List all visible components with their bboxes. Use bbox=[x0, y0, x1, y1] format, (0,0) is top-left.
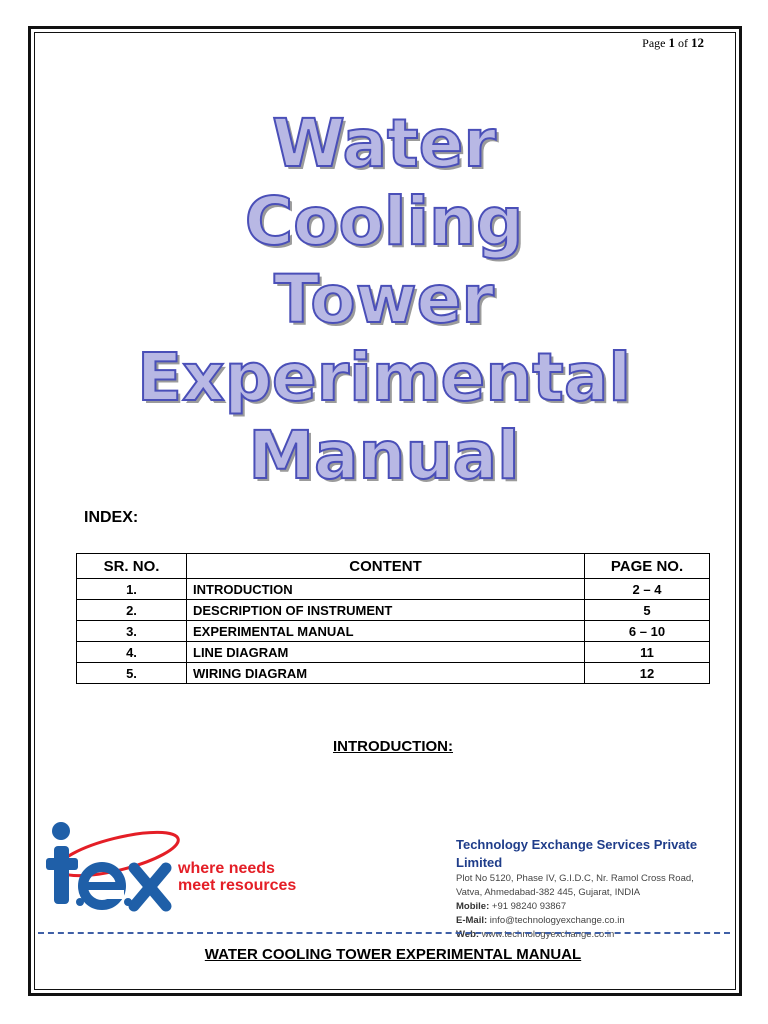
sr-cell: 1. bbox=[77, 579, 187, 600]
tagline-line: meet resources bbox=[178, 877, 297, 894]
address-line: Plot No 5120, Phase IV, G.I.D.C, Nr. Ramol Cross Road, bbox=[456, 873, 694, 884]
column-header-page: PAGE NO. bbox=[585, 554, 710, 579]
logo-e-bar bbox=[84, 882, 120, 890]
index-label: INDEX: bbox=[84, 509, 139, 526]
web-line: Web: www.technologyexchange.co.in bbox=[456, 929, 615, 940]
sr-cell: 5. bbox=[77, 663, 187, 684]
company-details bbox=[456, 836, 730, 942]
content-cell: EXPERIMENTAL MANUAL bbox=[187, 621, 585, 642]
sr-cell: 3. bbox=[77, 621, 187, 642]
tagline bbox=[178, 860, 296, 894]
content-cell: DESCRIPTION OF INSTRUMENT bbox=[187, 600, 585, 621]
tagline-line: where needs bbox=[178, 860, 275, 877]
page-cell: 2 – 4 bbox=[585, 579, 710, 600]
document-title bbox=[0, 105, 768, 495]
sr-cell: 4. bbox=[77, 642, 187, 663]
logo-dot bbox=[52, 822, 70, 840]
company-name: Technology Exchange Services Private Limited bbox=[456, 837, 698, 870]
table-header-row bbox=[77, 554, 710, 579]
mobile-line: Mobile: +91 98240 93867 bbox=[456, 901, 567, 912]
title-line: Cooling bbox=[244, 183, 524, 260]
footer-title: WATER COOLING TOWER EXPERIMENTAL MANUAL bbox=[204, 946, 582, 963]
column-header-sr: SR. NO. bbox=[77, 554, 187, 579]
title-line: Tower bbox=[274, 261, 494, 338]
logo-e-gap bbox=[106, 890, 124, 899]
logo-t-stem bbox=[54, 846, 69, 904]
page-cell: 11 bbox=[585, 642, 710, 663]
logo-period bbox=[124, 898, 132, 906]
content-cell: LINE DIAGRAM bbox=[187, 642, 585, 663]
company-banner bbox=[38, 808, 730, 940]
tex-logo-icon bbox=[46, 816, 181, 916]
page-cell: 5 bbox=[585, 600, 710, 621]
column-header-content: CONTENT bbox=[187, 554, 585, 579]
content-cell: INTRODUCTION bbox=[187, 579, 585, 600]
divider bbox=[38, 932, 730, 934]
title-line: Water bbox=[272, 105, 496, 182]
table-row bbox=[77, 600, 710, 621]
logo-t-bar bbox=[46, 858, 78, 870]
content-cell: WIRING DIAGRAM bbox=[187, 663, 585, 684]
email-line: E-Mail: info@technologyexchange.co.in bbox=[456, 915, 625, 926]
table-row bbox=[77, 579, 710, 600]
table-row bbox=[77, 663, 710, 684]
page-number: Page 1 of 12 bbox=[642, 35, 704, 50]
page-cell: 12 bbox=[585, 663, 710, 684]
index-table bbox=[76, 553, 710, 684]
table-row bbox=[77, 642, 710, 663]
address-line: Vatva, Ahmedabad-382 445, Gujarat, INDIA bbox=[456, 887, 641, 898]
title-line: Manual bbox=[248, 417, 520, 494]
logo-period bbox=[76, 898, 84, 906]
introduction-heading: INTRODUCTION: bbox=[333, 738, 453, 755]
page-cell: 6 – 10 bbox=[585, 621, 710, 642]
table-row bbox=[77, 621, 710, 642]
sr-cell: 2. bbox=[77, 600, 187, 621]
title-line: Experimental bbox=[136, 339, 632, 416]
